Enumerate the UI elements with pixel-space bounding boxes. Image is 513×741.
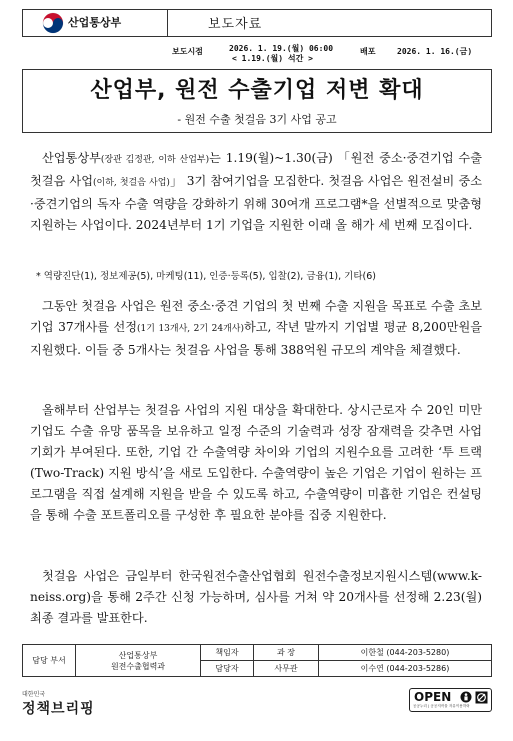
brand-main: 정책브리핑 <box>22 701 95 717</box>
p2-text-b: (1기 13개사, 2기 24개사) <box>137 324 244 334</box>
brand-small: 대한민국 <box>22 691 46 698</box>
header-divider <box>167 9 168 37</box>
no-derivatives-icon <box>475 691 488 704</box>
open-license-badge <box>409 688 492 712</box>
p1-text-e: 」 3기 참여기업을 모집한다. 첫걸음 사업은 원전설비 중소·중견기업의 독자 수출 역량을 강화하기 위해 30여개 프로그램*을 선별적으로 맞춤형 지원하는 사업이다. 2024년부터 1기 기업을 지원한 이래 올 해가 세 번째 모집이다. <box>30 174 482 232</box>
page-subtitle: - 원전 수출 첫걸음 3기 사업 공고 <box>177 113 337 126</box>
document-type: 보도자료 <box>208 17 263 32</box>
dept-line2: 원전수출협력과 <box>110 661 166 671</box>
page-title: 산업부, 원전 수출기업 저변 확대 <box>90 78 424 103</box>
ministry-name: 산업통상부 <box>68 16 122 29</box>
p2-text-a: 그동안 첫걸음 사업은 원전 중소·중견 기업의 첫 번째 수출 지원을 목표로 수출 초보 기업 37개사를 선정 <box>30 299 482 334</box>
dept-name-cell <box>76 645 201 677</box>
paragraph-2 <box>30 296 482 361</box>
release-label: 보도시점 <box>172 47 203 56</box>
person-manager: 이한철 (044-203-5280) <box>319 645 492 661</box>
program-note: * 역량진단(1), 정보제공(5), 마케팅(11), 인증·등록(5), 입찰(2), 금융(1), 기타(6) <box>36 271 376 282</box>
paragraph-1 <box>30 148 482 236</box>
paragraph-4: 첫걸음 사업은 금일부터 한국원전수출산업협회 원전수출정보지원시스템(www.k-neiss.org)을 통해 2주간 신청 가능하며, 심사를 거쳐 약 20개사를 선정해 2.23(월) 최종 결과를 발표한다. <box>30 569 482 625</box>
distribution-label: 배포 <box>360 47 376 56</box>
distribution-value: 2026. 1. 16.(금) <box>397 47 473 56</box>
p2-text-c: 하고, 작년 말까지 기업별 평균 8,200만원을 지원했다. 이들 중 5개사는 첫걸음 사업을 통해 388억원 규모의 계약을 체결했다. <box>30 320 482 357</box>
role-manager: 책임자 <box>201 645 254 661</box>
role-staff: 담당자 <box>201 661 254 677</box>
open-sub: 공공누리 | 공공저작물 자유이용허락 <box>413 704 470 708</box>
release-sub: < 1.19.(월) 석간 > <box>232 54 313 63</box>
p1-text-a: 산업통상부 <box>42 151 101 165</box>
p1-text-c: 는 1.19(월)~1.30(금) 「원전 중소·중견기업 수출 첫걸음 사업 <box>30 151 482 188</box>
dept-label-cell: 담당 부서 <box>23 645 76 677</box>
paragraph-3: 올해부터 산업부는 첫걸음 사업의 지원 대상을 확대한다. 상시근로자 수 20인 미만 기업도 수출 유망 품목을 보유하고 일정 수준의 기술력과 성장 잠재력을 갖추면 사업 기회가 부여된다. 또한, 기업 간 수출역량 차이와 기업의 지원수요를 고려한 ‘투 트랙(Two-Track) 지원 방식’을 새로 도입한다. 수출역량이 높은 기업은 기업이 원하는 프로그램을 직접 설계해 지원을 받을 수 있도록 하고, 수출역량이 미흡한 기업은 컨설팅을 통해 수출 포트폴리오를 구성한 후 필요한 분야를 집중 지원한다. <box>30 403 482 522</box>
open-label: OPEN <box>414 690 452 704</box>
release-value: 2026. 1. 19.(월) 06:00 <box>229 44 334 53</box>
title-manager: 과 장 <box>254 645 319 661</box>
person-staff: 이수연 (044-203-5286) <box>319 661 492 677</box>
government-emblem-icon <box>42 12 64 34</box>
p1-text-b: (장관 김정관, 이하 산업부) <box>100 155 210 165</box>
dept-line1: 산업통상부 <box>118 650 158 660</box>
title-staff: 사무관 <box>254 661 319 677</box>
attribution-icon <box>460 691 472 703</box>
contact-table <box>22 644 492 677</box>
policy-briefing-logo <box>22 689 95 718</box>
p1-text-d: (이하, 첫걸음 사업) <box>92 178 170 188</box>
